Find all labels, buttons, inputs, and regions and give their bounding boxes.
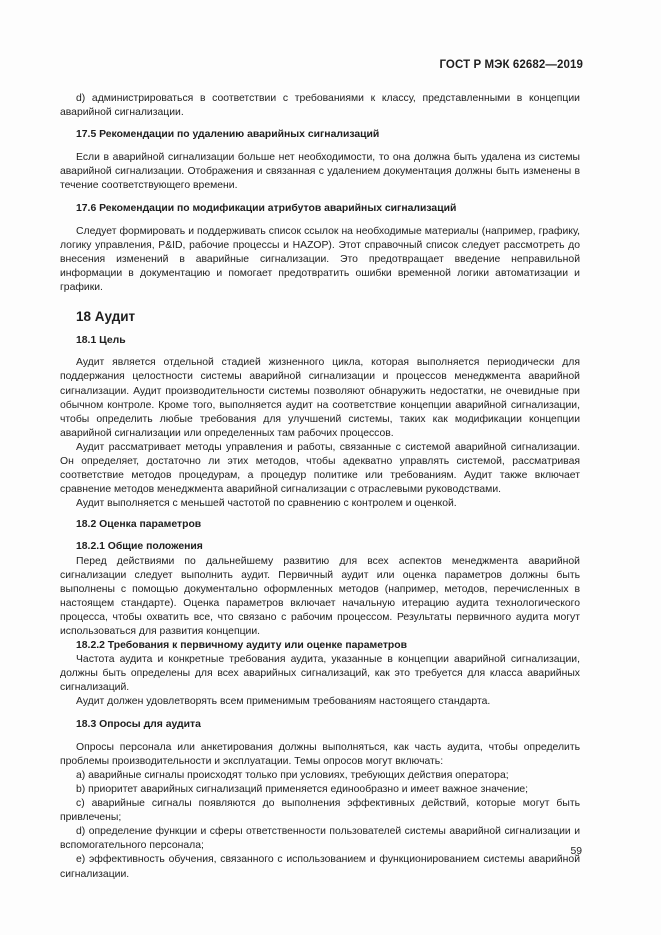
page-number: 59: [570, 846, 582, 857]
section-heading-18-2: 18.2 Оценка параметров: [76, 519, 202, 531]
list-item-d: d) администрироваться в соответствии с требованиями к классу, представленными в концепции аварийной сигнализации.: [60, 93, 580, 119]
subsection-heading-18-2-2: 18.2.2 Требования к первичному аудиту или оценке параметров: [76, 640, 408, 652]
document-body: [60, 92, 580, 882]
subsection-heading-18-2-1: 18.2.1 Общие положения: [76, 541, 203, 553]
paragraph: Частота аудита и конкретные требования аудита, указанные в концепции аварийной сигнализации, должны быть определены для всех аварийных сигнализаций, как это требуется для класса аварийных сигнализаций.: [60, 654, 580, 694]
paragraph: Следует формировать и поддерживать список ссылок на необходимые материалы (например, графику, логику управления, P&ID, рабочие процессы и HAZOP). Этот справочный список следует рассмотреть до внесения изменений в аварийные сигнализации. Это предотвращает введение неправильной информации в документацию и помогает предотвратить ошибки временной логики автоматизации и графики.: [60, 225, 580, 294]
section-heading-18-1: 18.1 Цель: [76, 335, 126, 347]
list-item-a: а) аварийные сигналы происходят только при условиях, требующих действия оператора;: [76, 769, 509, 781]
paragraph: Если в аварийной сигнализации больше нет необходимости, то она должна быть удалена из системы аварийной сигнализации. Отображения и связанная с удалением документация должны быть изменены в течение соответствующего времени.: [60, 152, 580, 192]
section-heading-18-3: 18.3 Опросы для аудита: [76, 718, 201, 730]
paragraph: Аудит должен удовлетворять всем применимым требованиям настоящего стандарта.: [76, 696, 491, 708]
paragraph: Перед действиями по дальнейшему развитию для всех аспектов менеджмента аварийной сигнализации следует выполнить аудит. Первичный аудит или оценка параметров должны быть выполнены с помощью документально оформленных методов (например, методов, перечисленных в настоящем стандарте). Оценка параметров включает начальную итерацию аудита технологического процесса, чтобы охватить все, что связано с рабочим процессом. Результаты первичного аудита могут использоваться для развития концепции.: [60, 555, 580, 637]
paragraph: Аудит выполняется с меньшей частотой по сравнению с контролем и оценкой.: [76, 498, 457, 510]
paragraph: Аудит является отдельной стадией жизненного цикла, которая выполняется периодически для поддержания целостности системы аварийной сигнализации и процессов менеджмента аварийной сигнализации. Аудит производительности системы позволяют обнаружить недостатки, не очевидные при обычном контроле. Кроме того, выполняется аудит на соответствие концепции аварийной сигнализации, чтобы определить любые требования для улучшений системы, таких как модификации концепции аварийной сигнализации или определенных там рабочих процессов.: [60, 357, 580, 439]
section-heading-17-6: 17.6 Рекомендации по модификации атрибутов аварийных сигнализаций: [76, 202, 457, 214]
list-item-e: е) эффективность обучения, связанного с использованием и функционированием системы аварийной сигнализации.: [60, 854, 580, 880]
list-item-c: с) аварийные сигналы появляются до выполнения эффективных действий, которые могут быть привлечены;: [60, 798, 580, 824]
section-heading-17-5: 17.5 Рекомендации по удалению аварийных сигнализаций: [76, 129, 380, 141]
chapter-heading-18: 18 Аудит: [76, 309, 136, 325]
paragraph: Аудит рассматривает методы управления и работы, связанные с системой аварийной сигнализации. Он определяет, достаточно ли этих методов, чтобы адекватно управлять системой, рассматривая соответствие методов процедурам, а процедур политике или требованиям. Аудит также включает сравнение методов менеджмента аварийной сигнализации с отраслевыми руководствами.: [60, 441, 580, 496]
paragraph: Опросы персонала или анкетирования должны выполняться, как часть аудита, чтобы определить проблемы производительности и эксплуатации. Темы опросов могут включать:: [60, 741, 580, 767]
list-item-d: d) определение функции и сферы ответственности пользователей системы аварийной сигнализации и вспомогательного персонала;: [60, 826, 580, 852]
standard-header: ГОСТ Р МЭК 62682—2019: [439, 59, 583, 71]
list-item-b: b) приоритет аварийных сигнализаций применяется единообразно и имеет важное значение;: [76, 783, 529, 795]
